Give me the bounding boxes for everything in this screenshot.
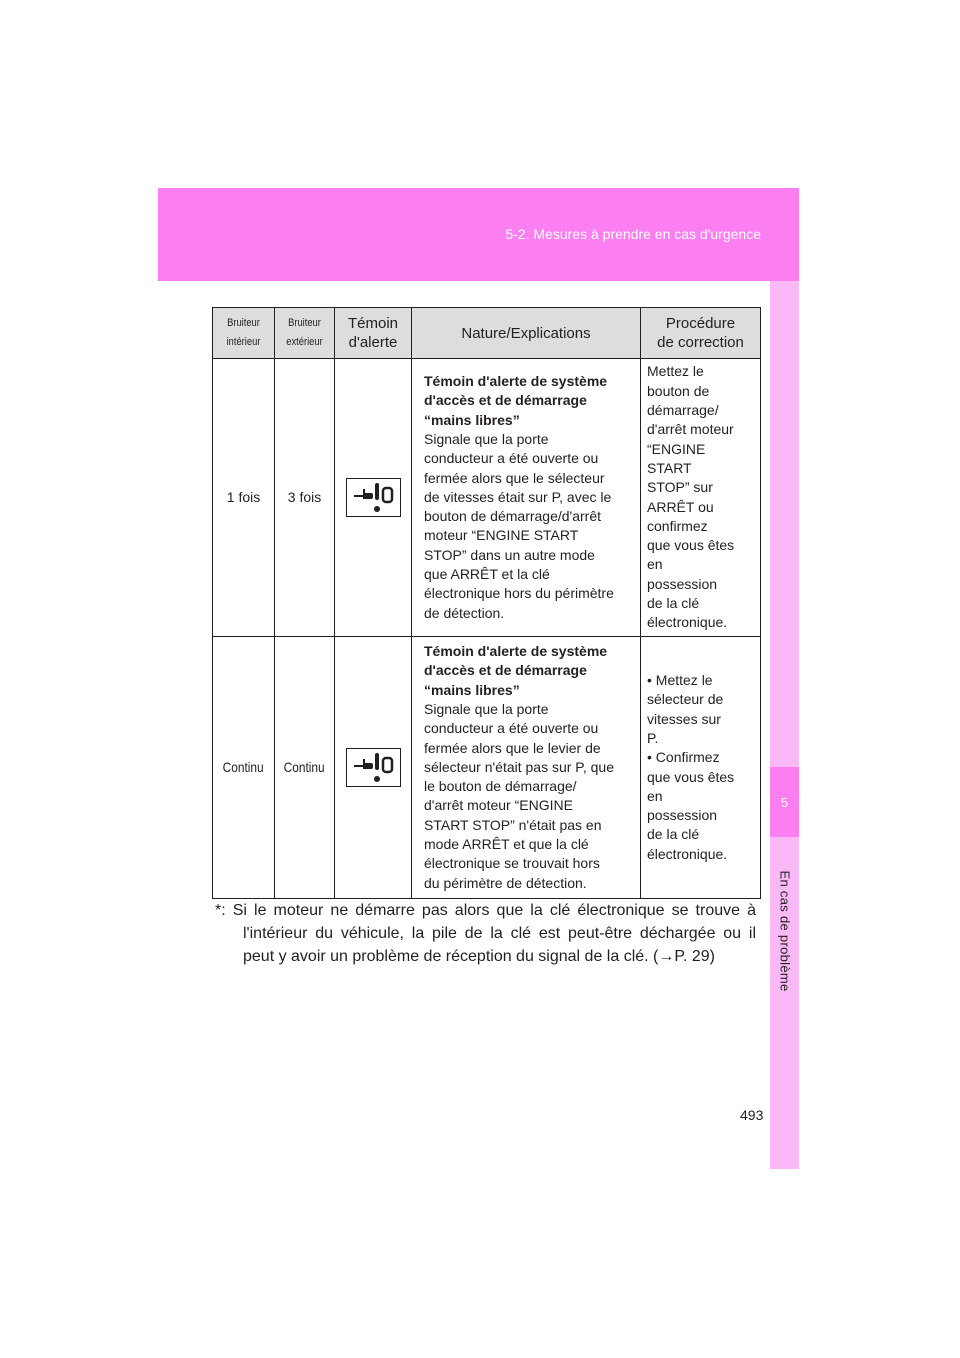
header-exterior-buzzer: Bruiteur extérieur xyxy=(275,308,335,359)
header-warning-light: Témoin d'alerte xyxy=(335,308,412,359)
list-item: • Mettez le sélecteur de vitesses sur P. xyxy=(647,672,724,746)
procedure-cell xyxy=(641,637,761,899)
table-row xyxy=(213,359,761,637)
chapter-title-text: En cas de problème xyxy=(777,870,792,992)
chapter-tab xyxy=(770,767,799,837)
nature-text: Signale que la porte conducteur a été ouverte ou fermée alors que le levier de sélecteur n'était pas sur P, que le bouton de démarrage/ d'arrêt moteur “ENGINE START STOP” n'était pas en mode ARRÊT et que la clé électronique se trouvait hors du périmètre de détection. xyxy=(424,700,614,891)
smart-key-warning-icon xyxy=(346,748,401,787)
header-nature: Nature/Explications xyxy=(412,308,641,359)
exterior-buzzer-cell: Continu xyxy=(275,637,335,899)
page-number: 493 xyxy=(740,1107,764,1123)
chapter-side-strip xyxy=(770,281,799,1169)
procedure-list xyxy=(647,671,754,864)
header-interior-buzzer: Bruiteur intérieur xyxy=(213,308,275,359)
warning-table xyxy=(212,307,761,899)
procedure-cell: Mettez le bouton de démarrage/ d'arrêt moteur “ENGINE START STOP” sur ARRÊT ou confirmez que vous êtes en possession de la clé électronique. xyxy=(641,359,761,637)
nature-text: Signale que la porte conducteur a été ouverte ou fermée alors que le sélecteur de vitesses était sur P, avec le bouton de démarrage/d'arrêt moteur “ENGINE START STOP” dans un autre mode que ARRÊT et la clé électronique hors du périmètre de détection. xyxy=(424,430,614,621)
section-title: 5-2. Mesures à prendre en cas d'urgence xyxy=(505,226,761,242)
chapter-number: 5 xyxy=(780,795,789,810)
interior-buzzer-cell: Continu xyxy=(213,637,275,899)
nature-cell xyxy=(412,637,641,899)
nature-cell xyxy=(412,359,641,637)
table-row xyxy=(213,637,761,899)
interior-buzzer-cell: 1 fois xyxy=(213,359,275,637)
warning-light-cell xyxy=(335,359,412,637)
footnote: *: Si le moteur ne démarre pas alors que la clé électronique se trouve à l'intérieur du véhicule, la pile de la clé est peut-être déchargée ou il peut y avoir un problème de réception du signal de la clé. (→P. 29) xyxy=(215,902,756,965)
warning-light-cell xyxy=(335,637,412,899)
list-item: • Confirmez que vous êtes en possession de la clé électronique. xyxy=(647,749,735,862)
header-procedure: Procédure de correction xyxy=(641,308,761,359)
exterior-buzzer-cell: 3 fois xyxy=(275,359,335,637)
nature-title: Témoin d'alerte de système d'accès et de démarrage “mains libres” xyxy=(424,643,608,698)
nature-title: Témoin d'alerte de système d'accès et de démarrage “mains libres” xyxy=(424,373,608,428)
chapter-title xyxy=(770,846,799,1016)
smart-key-warning-icon xyxy=(346,478,401,517)
table-header-row xyxy=(213,308,761,359)
header-band xyxy=(158,188,799,281)
